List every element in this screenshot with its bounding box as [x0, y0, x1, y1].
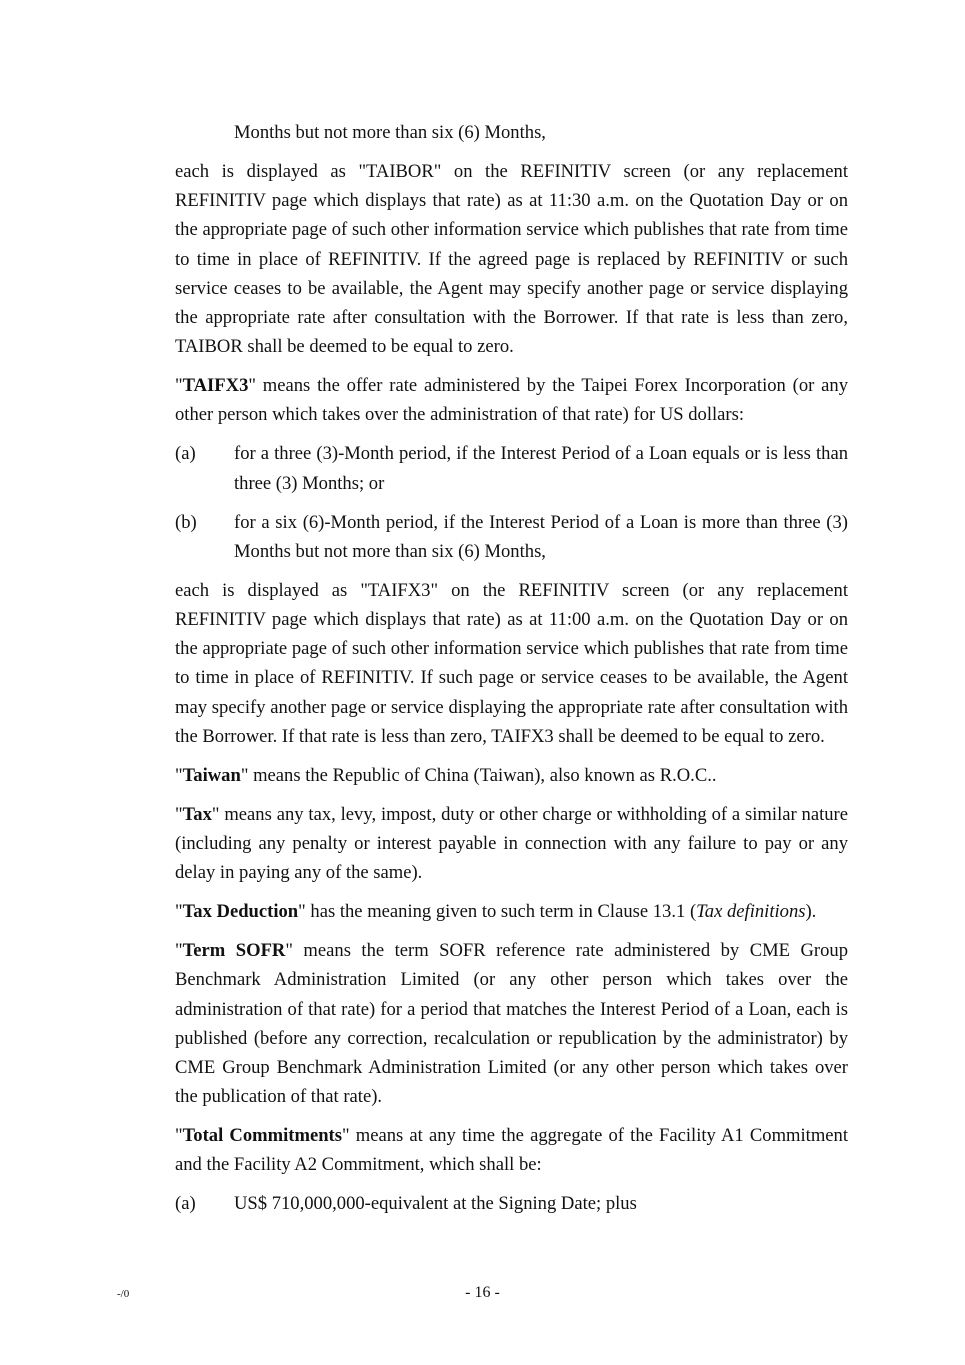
defined-term: Term SOFR	[182, 940, 286, 962]
taifx3-tail-paragraph: each is displayed as "TAIFX3" on the REFINITIV screen (or any replacement REFINITIV page which displays that rate) as at 11:00 a.m. on the Quotation Day or on the appropriate page of such other information service which publishes that rate from time to time in place of REFINITIV. If such page or service ceases to be available, the Agent may specify another page or service displaying the appropriate rate after consultation with the Borrower. If that rate is less than zero, TAIFX3 shall be deemed to be equal to zero.	[175, 579, 848, 747]
footer-doc-ref: -/0	[117, 1288, 130, 1300]
definition-end: ).	[805, 901, 817, 923]
term-sofr-definition: "Term SOFR" means the term SOFR reference rate administered by CME Group Benchmark Administration Limited (or any other person which takes over the administration of that rate) for a period that matches the Interest Period of a Loan, each is published (before any correction, recalculation or republication by the administrator) by CME Group Benchmark Administration Limited (or any other person which takes over the publication of that rate).	[175, 940, 848, 1108]
list-item	[175, 1189, 848, 1218]
total-commitments-definition: "Total Commitments" means at any time the aggregate of the Facility A1 Commitment and the Facility A2 Commitment, which shall be:	[175, 1125, 848, 1176]
list-item-label: (a)	[175, 443, 196, 465]
document-body	[175, 118, 848, 1228]
definition-text: " means at any time the aggregate of the Facility A1 Commitment and the Facility A2 Commitment, which shall be:	[175, 1125, 848, 1176]
tax-definition: "Tax" means any tax, levy, impost, duty or other charge or withholding of a similar nature (including any penalty or interest payable in connection with any failure to pay or any delay in paying any of the same).	[175, 803, 848, 884]
list-item	[175, 439, 848, 497]
taiwan-definition: "Taiwan" means the Republic of China (Taiwan), also known as R.O.C..	[175, 764, 717, 786]
taibor-tail-paragraph: each is displayed as "TAIBOR" on the REFINITIV screen (or any replacement REFINITIV page which displays that rate) as at 11:30 a.m. on the Quotation Day or on the appropriate page of such other information service which publishes that rate from time to time in place of REFINITIV. If the agreed page is replaced by REFINITIV or such service ceases to be available, the Agent may specify another page or service displaying the appropriate rate after consultation with the Borrower. If that rate is less than zero, TAIBOR shall be deemed to be equal to zero.	[175, 161, 848, 358]
defined-term: Tax	[182, 803, 212, 825]
list-item-label: (b)	[175, 511, 197, 533]
page-number: - 16 -	[465, 1284, 500, 1301]
continuation-text: Months but not more than six (6) Months,	[234, 122, 546, 143]
tax-deduction-definition: "Tax Deduction" has the meaning given to such term in Clause 13.1 (Tax definitions).	[175, 901, 817, 923]
defined-term: Total Commitments	[182, 1125, 342, 1147]
list-item-text: for a six (6)-Month period, if the Interest Period of a Loan is more than three (3) Months but not more than six (6) Months,	[234, 511, 848, 562]
defined-term: TAIFX3	[182, 375, 249, 397]
taifx3-definition: "TAIFX3" means the offer rate administered by the Taipei Forex Incorporation (or any other person which takes over the administration of that rate) for US dollars:	[175, 375, 848, 426]
defined-term: Tax Deduction	[182, 901, 299, 923]
definition-text: " means the term SOFR reference rate administered by CME Group Benchmark Administration Limited (or any other person which takes over the administration of that rate) for a period that matches the Interest Period of a Loan, each is published (before any correction, recalculation or republication by the administrator) by CME Group Benchmark Administration Limited (or any other person which takes over the publication of that rate).	[175, 940, 848, 1108]
definition-text: " means the Republic of China (Taiwan), also known as R.O.C..	[240, 764, 717, 786]
definition-text: " means the offer rate administered by the Taipei Forex Incorporation (or any other person which takes over the administration of that rate) for US dollars:	[175, 375, 848, 426]
list-item-label: (a)	[175, 1193, 196, 1215]
list-item-text: for a three (3)-Month period, if the Interest Period of a Loan equals or is less than three (3) Months; or	[234, 443, 848, 494]
definition-text: " means any tax, levy, impost, duty or other charge or withholding of a similar nature (including any penalty or interest payable in connection with any failure to pay or any delay in paying any of the same).	[175, 803, 848, 884]
definition-text: " has the meaning given to such term in Clause 13.1 (	[298, 901, 697, 923]
clause-reference: Tax definitions	[696, 901, 806, 923]
list-item	[175, 508, 848, 566]
defined-term: Taiwan	[182, 764, 241, 786]
list-item-text: US$ 710,000,000-equivalent at the Signing Date; plus	[234, 1193, 637, 1215]
